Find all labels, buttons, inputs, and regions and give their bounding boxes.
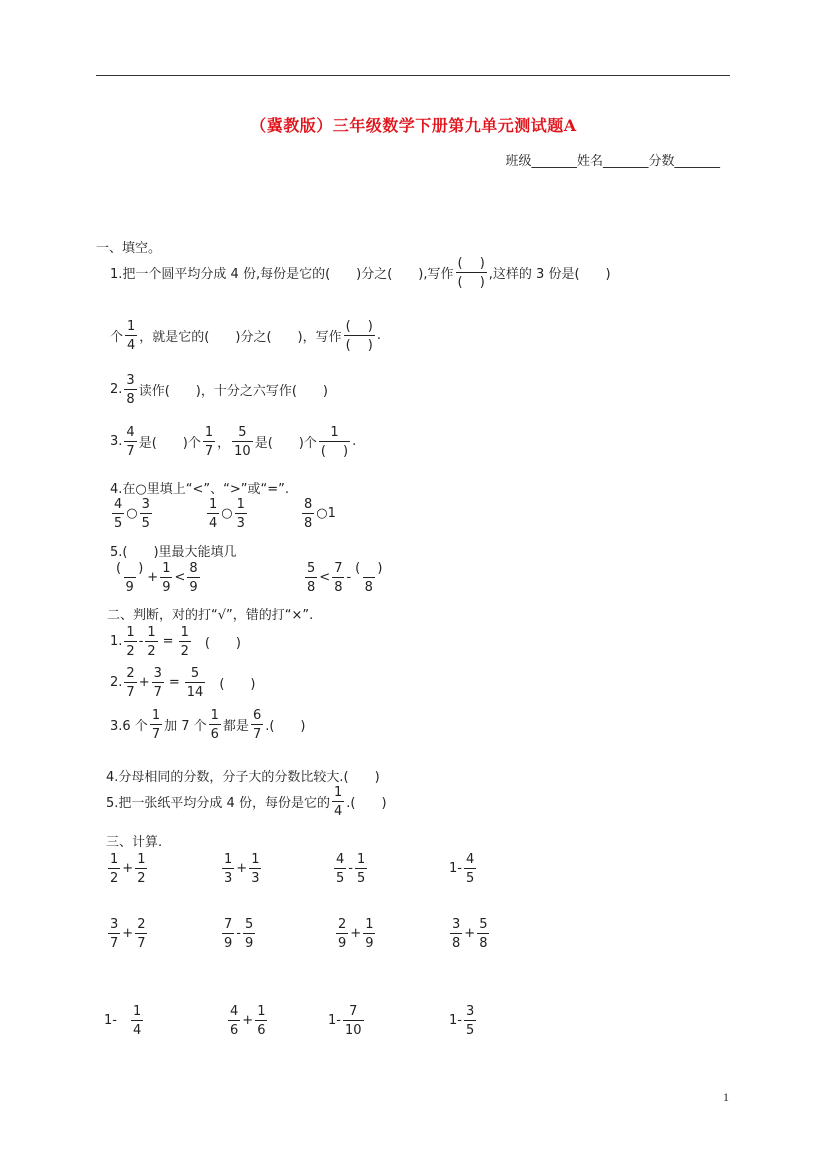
j1-eq: = xyxy=(162,634,174,649)
j3-f2-numerator: 1 xyxy=(210,708,219,723)
section-3-heading: 三、计算. xyxy=(106,835,163,850)
q3-fraction-4 xyxy=(319,425,350,458)
j1-f1-numerator: 1 xyxy=(126,625,135,640)
c23-n2: 1 xyxy=(365,917,374,932)
calc-r2-3 xyxy=(334,917,377,950)
judge-2 xyxy=(110,666,255,699)
q5-left-f1-denominator: 9 xyxy=(124,577,136,594)
student-info-line: 班级_______姓名_______分数_______ xyxy=(505,154,720,169)
q5-left-f1 xyxy=(114,561,145,594)
q5-left-f2-denominator: 9 xyxy=(160,577,172,594)
j3-text-c: 都是 xyxy=(222,719,249,734)
j3-text-b: 加 7 个 xyxy=(164,719,207,734)
j1-number: 1. xyxy=(110,634,123,649)
c34-n2: 3 xyxy=(465,1004,475,1019)
j2-f3 xyxy=(185,666,206,699)
q4-2-left-numerator: 1 xyxy=(209,497,218,512)
page-title: （冀教版）三年级数学下册第九单元测试题A xyxy=(250,116,577,135)
q3-number: 3. xyxy=(110,434,123,449)
q1-fraction-one-fourth xyxy=(125,319,137,352)
c32-d2: 6 xyxy=(255,1020,267,1037)
c12-op: + xyxy=(236,861,248,876)
q1-text-c: 个 xyxy=(110,330,124,345)
c24-f2 xyxy=(477,917,489,950)
j2-number: 2. xyxy=(110,675,123,690)
q4-1-left-numerator: 4 xyxy=(114,497,123,512)
q4-1-compare-circle: ○ xyxy=(126,506,138,521)
c13-d2: 5 xyxy=(355,868,367,885)
c33-whole: 1- xyxy=(328,1013,341,1028)
q3-text-b: 是( )个 xyxy=(138,436,201,451)
c24-d2: 8 xyxy=(477,933,489,950)
j2-f2 xyxy=(152,666,164,699)
q5-right-op: - xyxy=(346,570,352,585)
calc-r2-4 xyxy=(448,917,491,950)
c11-f2 xyxy=(135,852,147,885)
c33-f2 xyxy=(343,1004,364,1037)
q2-text: 读作( )，十分之六写作( ) xyxy=(138,384,328,399)
j1-f3-numerator: 1 xyxy=(180,625,189,640)
j3-f3-denominator: 7 xyxy=(251,724,263,741)
q3-text-e: . xyxy=(352,434,357,449)
c13-op: - xyxy=(348,861,353,876)
c22-f1 xyxy=(222,917,234,950)
c31-n2: 1 xyxy=(132,1004,142,1019)
q5-left-f2-numerator: 1 xyxy=(162,561,171,576)
q4-1-right-numerator: 3 xyxy=(141,497,150,512)
c23-d1: 9 xyxy=(336,933,348,950)
c31-f2 xyxy=(131,1004,143,1037)
calc-r2-1 xyxy=(106,917,149,950)
c11-op: + xyxy=(122,861,134,876)
c23-op: + xyxy=(350,926,362,941)
q1-fraction-denominator: 4 xyxy=(125,335,137,352)
q3-fraction-2 xyxy=(203,425,215,458)
q5-right-f2-denominator: 8 xyxy=(332,577,344,594)
q4-2-right-denominator: 3 xyxy=(235,513,247,530)
q5-left-f2 xyxy=(160,561,172,594)
c22-d1: 9 xyxy=(222,933,234,950)
q4-2-right-numerator: 1 xyxy=(236,497,245,512)
calc-r1-3 xyxy=(332,852,369,885)
c13-d1: 5 xyxy=(334,868,346,885)
q3-f4-numerator: 1 xyxy=(330,425,339,440)
c24-d1: 8 xyxy=(450,933,462,950)
c22-f2 xyxy=(243,917,255,950)
c32-f2 xyxy=(255,1004,267,1037)
c24-op: + xyxy=(464,926,476,941)
c34-d2: 5 xyxy=(464,1020,476,1037)
calc-r3-2 xyxy=(226,1004,269,1037)
q3-f3-numerator: 5 xyxy=(238,425,247,440)
q1-blank-fraction-2 xyxy=(344,319,375,352)
c22-op: - xyxy=(236,926,241,941)
question-5-text: 5.( )里最大能填几 xyxy=(110,545,237,560)
j3-f2-denominator: 6 xyxy=(209,724,221,741)
q1-blank2-numerator: ( ) xyxy=(345,319,373,334)
q1-text-e: . xyxy=(376,328,382,343)
c34-f2 xyxy=(464,1004,476,1037)
q3-f2-denominator: 7 xyxy=(203,441,215,458)
q3-f1-denominator: 7 xyxy=(124,441,136,458)
q5-left-expression xyxy=(112,561,202,594)
calc-r1-2 xyxy=(220,852,263,885)
judge-4: 4.分母相同的分数，分子大的分数比较大.( ) xyxy=(106,770,380,785)
q3-f2-numerator: 1 xyxy=(204,425,214,440)
question-1-line-1 xyxy=(110,256,611,289)
q3-text-c: ， xyxy=(217,436,231,451)
q4-3-left-fraction xyxy=(302,497,314,530)
q1-fraction-numerator: 1 xyxy=(127,319,136,334)
q5-left-f3 xyxy=(187,561,199,594)
q1-blank-denominator: ( ) xyxy=(456,272,487,289)
q3-fraction-1 xyxy=(124,425,136,458)
c22-n2: 5 xyxy=(244,917,254,932)
q4-3-left-numerator: 8 xyxy=(304,497,313,512)
c14-whole: 1- xyxy=(449,861,462,876)
j3-f3 xyxy=(251,708,263,741)
q5-right-f1 xyxy=(305,561,317,594)
j5-fraction xyxy=(332,785,344,818)
calc-r2-2 xyxy=(220,917,257,950)
q5-right-f3-denominator: 8 xyxy=(363,577,375,594)
c22-n1: 7 xyxy=(224,917,233,932)
section-1-heading: 一、填空。 xyxy=(96,241,162,256)
j1-f2 xyxy=(145,625,157,658)
j3-f1 xyxy=(150,708,162,741)
judge-1 xyxy=(110,625,241,658)
j2-answer-paren: ( ) xyxy=(219,677,256,692)
calc-r3-1 xyxy=(104,1004,145,1037)
q3-f3-denominator: 10 xyxy=(232,441,253,458)
j3-f3-numerator: 6 xyxy=(252,708,262,723)
j2-f1 xyxy=(124,666,136,699)
q3-f1-numerator: 4 xyxy=(126,425,135,440)
calc-r1-1 xyxy=(106,852,149,885)
question-3 xyxy=(110,425,356,458)
q4-2-right-fraction xyxy=(235,497,247,530)
judge-3 xyxy=(110,708,306,741)
j2-f3-denominator: 14 xyxy=(185,682,206,699)
q4-2-left-denominator: 4 xyxy=(207,513,219,530)
c21-f2 xyxy=(135,917,147,950)
j1-f2-numerator: 1 xyxy=(147,625,156,640)
question-4-text: 4.在○里填上“<”、“>”或“=”. xyxy=(110,482,289,497)
calc-r3-3 xyxy=(328,1004,366,1037)
q5-right-expression xyxy=(303,561,386,594)
c13-n1: 4 xyxy=(336,852,345,867)
q4-1-right-denominator: 5 xyxy=(140,513,152,530)
c14-n2: 4 xyxy=(465,852,475,867)
j1-f1-denominator: 2 xyxy=(124,641,136,658)
q5-right-cmp: < xyxy=(319,570,331,585)
calc-r3-4 xyxy=(449,1004,478,1037)
j5-text-a: 5.把一张纸平均分成 4 份，每份是它的 xyxy=(106,796,330,811)
j3-f1-numerator: 1 xyxy=(151,708,161,723)
q4-item-1 xyxy=(110,497,154,530)
j1-op: - xyxy=(138,634,144,649)
q1-blank-fraction xyxy=(456,256,487,289)
page-number: 1 xyxy=(723,1090,729,1104)
c11-n1: 1 xyxy=(110,852,119,867)
j5-text-b: .( ) xyxy=(346,796,387,811)
j2-f1-numerator: 2 xyxy=(126,666,135,681)
q4-item-2 xyxy=(205,497,249,530)
j1-f3 xyxy=(179,625,191,658)
q4-2-left-fraction xyxy=(207,497,219,530)
c21-d1: 7 xyxy=(108,933,120,950)
j1-f3-denominator: 2 xyxy=(179,641,191,658)
c23-f1 xyxy=(336,917,348,950)
q5-left-f3-numerator: 8 xyxy=(189,561,198,576)
c11-n2: 1 xyxy=(137,852,146,867)
j2-op: + xyxy=(138,675,150,690)
j5-numerator: 1 xyxy=(333,785,343,800)
q5-left-f3-denominator: 9 xyxy=(187,577,199,594)
q5-left-f1-numerator: ( ) xyxy=(116,561,144,576)
c11-d2: 2 xyxy=(135,868,147,885)
j1-f2-denominator: 2 xyxy=(145,641,157,658)
c12-n2: 1 xyxy=(251,852,260,867)
c12-f1 xyxy=(222,852,234,885)
j2-f1-denominator: 7 xyxy=(124,682,136,699)
c21-op: + xyxy=(122,926,134,941)
q5-right-f3-numerator: ( ) xyxy=(355,561,383,576)
c12-f2 xyxy=(249,852,261,885)
j3-text-a: 3.6 个 xyxy=(110,719,148,734)
c32-n1: 4 xyxy=(230,1004,239,1019)
q4-1-left-denominator: 5 xyxy=(112,513,124,530)
q4-item-3 xyxy=(300,497,336,530)
q1-blank-numerator: ( ) xyxy=(457,256,485,271)
c12-n1: 1 xyxy=(224,852,233,867)
header-rule xyxy=(96,75,730,76)
q2-numerator: 3 xyxy=(126,373,135,388)
question-1-line-2 xyxy=(110,319,381,352)
q5-right-f3 xyxy=(353,561,384,594)
c21-f1 xyxy=(108,917,120,950)
j3-f2 xyxy=(209,708,221,741)
j2-f3-numerator: 5 xyxy=(190,666,200,681)
c24-n2: 5 xyxy=(479,917,488,932)
c21-d2: 7 xyxy=(135,933,147,950)
q4-2-compare-circle: ○ xyxy=(221,506,233,521)
judge-5 xyxy=(106,785,387,818)
q4-3-left-denominator: 8 xyxy=(302,513,314,530)
q1-blank2-denominator: ( ) xyxy=(344,335,375,352)
q5-right-f2 xyxy=(332,561,344,594)
q1-text-a: 1.把一个圆平均分成 4 份,每份是它的( )分之( ),写作 xyxy=(110,267,454,282)
q2-fraction xyxy=(124,373,136,406)
c12-d1: 3 xyxy=(222,868,234,885)
q5-right-f1-numerator: 5 xyxy=(307,561,316,576)
c33-d2: 10 xyxy=(343,1020,364,1037)
q2-denominator: 8 xyxy=(124,389,136,406)
c13-n2: 1 xyxy=(356,852,366,867)
q3-text-d: 是( )个 xyxy=(254,436,317,451)
j2-f2-denominator: 7 xyxy=(152,682,164,699)
q5-left-cmp: < xyxy=(174,570,186,585)
j2-eq: = xyxy=(168,675,180,690)
c32-op: + xyxy=(242,1013,254,1028)
c23-n1: 2 xyxy=(338,917,347,932)
c13-f2 xyxy=(355,852,367,885)
c21-n1: 3 xyxy=(110,917,119,932)
c31-d2: 4 xyxy=(131,1020,143,1037)
c33-n2: 7 xyxy=(349,1004,358,1019)
c32-f1 xyxy=(228,1004,240,1037)
q5-right-f1-denominator: 8 xyxy=(305,577,317,594)
c21-n2: 2 xyxy=(137,917,146,932)
q1-text-b: ,这样的 3 份是( ) xyxy=(488,267,611,282)
q3-fraction-3 xyxy=(232,425,253,458)
c14-d2: 5 xyxy=(464,868,476,885)
j1-answer-paren: ( ) xyxy=(204,636,242,651)
q4-1-right-fraction xyxy=(140,497,152,530)
c24-n1: 3 xyxy=(452,917,461,932)
j5-denominator: 4 xyxy=(332,801,344,818)
q4-3-right-value: 1 xyxy=(327,506,336,521)
c12-d2: 3 xyxy=(249,868,261,885)
c14-f2 xyxy=(464,852,476,885)
q3-f4-denominator: ( ) xyxy=(319,441,350,458)
c11-d1: 2 xyxy=(108,868,120,885)
c13-f1 xyxy=(334,852,346,885)
c23-d2: 9 xyxy=(363,933,375,950)
q4-3-compare-circle: ○ xyxy=(316,506,328,521)
q2-number: 2. xyxy=(110,382,123,397)
c34-whole: 1- xyxy=(449,1013,462,1028)
q5-left-op: + xyxy=(147,570,159,585)
j3-f1-denominator: 7 xyxy=(150,724,162,741)
j2-f2-numerator: 3 xyxy=(153,666,162,681)
c32-n2: 1 xyxy=(257,1004,266,1019)
q4-1-left-fraction xyxy=(112,497,124,530)
question-2 xyxy=(110,373,328,406)
c31-whole: 1- xyxy=(104,1013,117,1028)
j1-f1 xyxy=(124,625,136,658)
c11-f1 xyxy=(108,852,120,885)
c23-f2 xyxy=(363,917,375,950)
q1-text-d: ，就是它的( )分之( )，写作 xyxy=(139,330,342,345)
c32-d1: 6 xyxy=(228,1020,240,1037)
calc-r1-4 xyxy=(449,852,478,885)
section-2-heading: 二、判断，对的打“√”，错的打“×”. xyxy=(107,608,314,623)
q5-right-f2-numerator: 7 xyxy=(334,561,343,576)
c24-f1 xyxy=(450,917,462,950)
j3-text-d: .( ) xyxy=(265,719,306,734)
c22-d2: 9 xyxy=(243,933,255,950)
